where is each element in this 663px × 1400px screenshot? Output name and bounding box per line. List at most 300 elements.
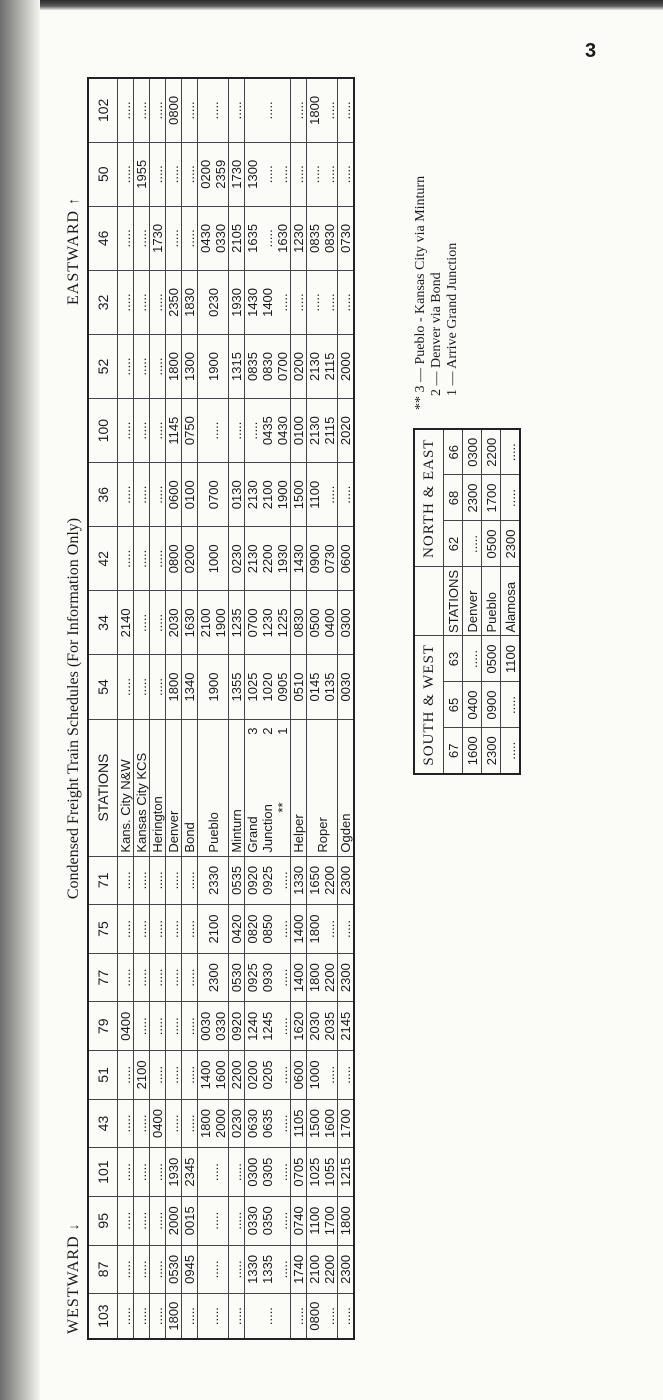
time-value: ..... [134, 1163, 149, 1182]
time-value: ..... [205, 421, 221, 440]
time-value: ..... [134, 421, 149, 440]
time-value: 0600 [291, 1060, 306, 1090]
time-value: ..... [150, 677, 165, 697]
time-cell [150, 1051, 166, 1100]
time-cell [338, 1002, 355, 1051]
time-value: ..... [322, 293, 337, 312]
time-value: ..... [166, 968, 181, 987]
time-cell [307, 1051, 338, 1100]
time-value: ..... [322, 485, 337, 504]
time-value: 2100 [307, 1254, 322, 1284]
time-cell [338, 905, 355, 954]
time-value: ..... [229, 1211, 244, 1230]
time-cell [150, 1245, 166, 1294]
time-cell [338, 1196, 355, 1245]
time-cell [229, 527, 245, 591]
time-cell [134, 334, 150, 398]
legend-line: ** 3 — Pueblo - Kansas City via Minturn [413, 175, 428, 410]
legend [413, 110, 461, 410]
time-cell: 2300 [482, 728, 501, 774]
time-value: ..... [338, 1065, 353, 1084]
time-value: 0430 [198, 223, 213, 253]
time-cell [166, 78, 182, 142]
time-value: 1500 [291, 480, 306, 510]
time-value: 1225 [275, 608, 290, 638]
train-number: 54 [88, 655, 118, 719]
time-cell [134, 142, 150, 206]
time-value: 0400 [322, 608, 337, 638]
time-cell [150, 1294, 166, 1339]
station-row [166, 78, 182, 1339]
time-value: 0700 [205, 480, 221, 510]
time-cell [166, 1245, 182, 1294]
station-name: Kansas City KCS [134, 719, 150, 856]
time-cell [166, 1294, 182, 1339]
time-cell [291, 399, 307, 463]
time-value: 1330 [245, 1254, 260, 1284]
time-value: ..... [205, 1163, 221, 1182]
time-value: ..... [291, 165, 306, 184]
time-value: ..... [150, 485, 165, 504]
time-value: ..... [322, 101, 337, 120]
station-row [118, 78, 134, 1339]
time-value: 2200 [229, 1060, 244, 1090]
station-name: Denver [463, 567, 482, 636]
time-value: ..... [275, 1114, 290, 1133]
station-name: Ogden [338, 719, 355, 856]
time-cell: 2300 [463, 475, 482, 521]
time-cell: ..... [501, 682, 521, 728]
time-cell [198, 78, 229, 142]
time-cell [166, 1051, 182, 1100]
time-value: 0500 [307, 608, 322, 638]
time-cell [229, 1196, 245, 1245]
time-value: 0925 [245, 963, 260, 993]
time-value: 1300 [182, 352, 197, 381]
train-number: 51 [88, 1051, 118, 1100]
train-number: 95 [88, 1196, 118, 1245]
time-value: 2200 [322, 865, 337, 895]
time-value: 2000 [338, 352, 353, 381]
time-value: 2100 [260, 480, 275, 510]
time-cell [338, 1099, 355, 1148]
time-value: ..... [338, 1307, 353, 1326]
station-name: Minturn [229, 719, 245, 856]
time-value: ..... [275, 919, 290, 939]
time-value: 0900 [307, 544, 322, 574]
time-cell [198, 206, 229, 270]
time-cell [229, 905, 245, 954]
time-cell [118, 78, 134, 142]
time-value: ..... [118, 919, 133, 939]
time-cell [134, 399, 150, 463]
time-value: 0200 [291, 352, 306, 381]
time-cell [150, 270, 166, 334]
time-value: 0835 [307, 223, 322, 253]
time-cell [182, 78, 198, 142]
time-cell [166, 1099, 182, 1148]
time-value: ..... [275, 293, 290, 312]
time-cell [166, 1002, 182, 1051]
time-value: 1430 [245, 287, 260, 317]
time-cell [229, 655, 245, 719]
time-cell [245, 856, 291, 905]
time-value: ..... [118, 1260, 133, 1279]
time-cell [307, 655, 338, 719]
time-cell [150, 527, 166, 591]
time-value: 1930 [275, 544, 290, 574]
time-value: 1600 [213, 1060, 228, 1090]
time-value: 0200 [198, 159, 213, 189]
time-cell [182, 142, 198, 206]
legend-line: 2 — Denver via Bond [429, 272, 444, 396]
train-number: 66 [444, 429, 463, 475]
time-cell [150, 1196, 166, 1245]
time-value: 1650 [307, 865, 322, 895]
time-cell [338, 206, 355, 270]
time-value: ..... [307, 293, 322, 312]
time-value: 0830 [291, 608, 306, 638]
station-name: Pueblo [482, 567, 501, 636]
time-cell: 0900 [482, 682, 501, 728]
time-value: 1740 [291, 1254, 306, 1284]
time-cell: 0400 [463, 682, 482, 728]
time-cell [245, 1051, 291, 1100]
time-cell [338, 856, 355, 905]
time-cell: 0500 [482, 521, 501, 567]
time-cell [134, 1245, 150, 1294]
time-value: 0800 [166, 544, 181, 574]
time-value: 2100 [134, 1060, 149, 1090]
time-value: 0930 [260, 963, 275, 993]
time-value: ..... [134, 293, 149, 312]
time-cell [291, 655, 307, 719]
time-value: ..... [166, 871, 181, 890]
station-row [482, 429, 501, 774]
time-value: ..... [166, 165, 181, 184]
train-number: 87 [88, 1245, 118, 1294]
time-cell [182, 655, 198, 719]
time-cell [245, 905, 291, 954]
time-value: 0030 [338, 672, 353, 702]
time-value: ..... [150, 968, 165, 987]
time-value: 0200 [182, 544, 197, 574]
time-value: 2200 [322, 1254, 337, 1284]
time-cell [166, 1148, 182, 1197]
time-cell [198, 1294, 229, 1339]
time-cell [134, 1002, 150, 1051]
time-value: 0635 [260, 1109, 275, 1138]
time-cell [166, 655, 182, 719]
time-value: ..... [338, 101, 353, 120]
eastward-text: EASTWARD [65, 209, 82, 305]
time-value: 1400 [198, 1060, 213, 1090]
time-cell [229, 1294, 245, 1339]
time-value: ..... [291, 1307, 306, 1326]
time-value: 2300 [338, 865, 353, 895]
time-value: ..... [134, 1211, 149, 1230]
time-value: ..... [166, 229, 181, 248]
time-value: 1000 [307, 1060, 322, 1090]
time-value: ..... [118, 549, 133, 568]
train-number: 42 [88, 527, 118, 591]
time-cell [291, 1002, 307, 1051]
time-cell [198, 399, 229, 463]
time-cell [245, 334, 291, 398]
time-cell [307, 142, 338, 206]
time-cell [150, 591, 166, 655]
legend-line: 1 — Arrive Grand Junction [445, 242, 460, 396]
train-number: 71 [88, 856, 118, 905]
time-value: ..... [150, 1211, 165, 1230]
time-value: ..... [118, 293, 133, 312]
time-cell [150, 463, 166, 527]
station-name: Bond [182, 719, 198, 856]
time-cell [198, 905, 229, 954]
time-cell [150, 953, 166, 1002]
north-east-heading: NORTH & EAST [414, 429, 444, 567]
station-line [245, 720, 260, 853]
train-number: 103 [88, 1294, 118, 1339]
time-value: 2200 [260, 544, 275, 574]
train-number: 102 [88, 78, 118, 142]
time-cell [307, 206, 338, 270]
time-value: ..... [150, 1307, 165, 1326]
time-cell [307, 1002, 338, 1051]
time-value: ..... [322, 1307, 337, 1326]
time-value: 1025 [307, 1157, 322, 1187]
time-value: ..... [260, 165, 275, 184]
station-row [229, 78, 245, 1339]
rotated-schedule-block [63, 77, 518, 1340]
time-value: 0600 [166, 480, 181, 510]
time-value: 1000 [205, 544, 221, 574]
time-value: 1055 [322, 1157, 337, 1187]
time-cell [198, 527, 229, 591]
time-cell [229, 78, 245, 142]
time-value: ..... [275, 1163, 290, 1182]
train-number: 34 [88, 591, 118, 655]
time-value: ..... [118, 357, 133, 376]
time-value: ..... [118, 677, 133, 697]
time-value: 0535 [229, 865, 244, 895]
time-cell [118, 1099, 134, 1148]
time-value: ..... [166, 1114, 181, 1133]
time-cell [338, 78, 355, 142]
time-value: 1215 [338, 1157, 353, 1187]
time-value: 2140 [118, 608, 133, 638]
time-value: 1235 [229, 608, 244, 638]
time-value: ..... [205, 1211, 221, 1230]
time-value: ..... [205, 1307, 221, 1326]
time-value: ..... [182, 968, 197, 987]
time-cell [118, 463, 134, 527]
time-cell: ..... [463, 521, 482, 567]
time-value: ..... [182, 1307, 197, 1326]
time-cell [182, 1051, 198, 1100]
time-value: ..... [205, 1260, 221, 1279]
time-value: 1800 [307, 914, 322, 944]
time-cell [182, 399, 198, 463]
time-value: 0530 [229, 963, 244, 993]
time-value: 1800 [307, 95, 322, 125]
time-value: ..... [150, 293, 165, 312]
time-value: 1400 [291, 914, 306, 944]
time-value: ..... [291, 293, 306, 312]
time-cell [182, 527, 198, 591]
time-cell [150, 334, 166, 398]
time-cell [166, 463, 182, 527]
time-value: ..... [338, 165, 353, 184]
time-value: ..... [182, 919, 197, 939]
time-cell [166, 905, 182, 954]
time-cell [118, 1245, 134, 1294]
time-cell [118, 1051, 134, 1100]
time-value: 1145 [166, 416, 181, 445]
station-text: ** [275, 802, 290, 813]
time-cell [150, 1099, 166, 1148]
time-value: 1315 [229, 352, 244, 381]
time-value: 2020 [338, 416, 353, 446]
time-value: ..... [205, 101, 221, 120]
time-value: 0330 [245, 1206, 260, 1236]
time-cell [291, 1148, 307, 1197]
time-cell: ..... [501, 429, 521, 475]
freight-schedule-table [87, 77, 355, 1340]
time-value: 0145 [307, 672, 322, 702]
time-value: 2030 [307, 1011, 322, 1041]
time-value: ..... [275, 165, 290, 184]
time-value: 2300 [338, 1254, 353, 1284]
time-cell [291, 905, 307, 954]
station-name: Herington [150, 719, 166, 856]
time-cell [134, 856, 150, 905]
time-value: 2359 [213, 159, 228, 189]
time-value: ..... [134, 871, 149, 890]
station-row [150, 78, 166, 1339]
train-number: 52 [88, 334, 118, 398]
time-value: ..... [182, 165, 197, 184]
book-binding-shadow [0, 0, 40, 1400]
time-cell [307, 1294, 338, 1339]
time-value: 1930 [166, 1157, 181, 1187]
time-value: ..... [166, 1065, 181, 1084]
time-cell: 0500 [482, 636, 501, 682]
time-value: ..... [118, 101, 133, 120]
time-value: 2130 [307, 416, 322, 446]
time-value: ..... [275, 1211, 290, 1230]
station-row [501, 429, 521, 774]
time-cell [166, 527, 182, 591]
time-value: 0800 [307, 1301, 322, 1331]
time-cell [118, 334, 134, 398]
time-value: ..... [275, 1017, 290, 1036]
time-cell [245, 1002, 291, 1051]
time-value: 1020 [260, 672, 275, 702]
time-value: ..... [118, 871, 133, 890]
time-value: 0100 [182, 480, 197, 510]
time-cell [338, 527, 355, 591]
time-value: 1620 [291, 1011, 306, 1041]
time-cell [307, 78, 338, 142]
time-value: 1430 [291, 544, 306, 574]
time-value: ..... [150, 871, 165, 890]
time-cell [118, 1294, 134, 1339]
train-number: 100 [88, 399, 118, 463]
time-value: 2130 [307, 352, 322, 381]
time-cell [150, 905, 166, 954]
time-cell [245, 78, 291, 142]
time-cell: 1700 [482, 475, 501, 521]
time-cell: 2200 [482, 429, 501, 475]
time-value: ..... [182, 1017, 197, 1036]
time-value: 0820 [245, 914, 260, 944]
time-value: 0740 [291, 1206, 306, 1236]
time-value: 1630 [275, 223, 290, 253]
time-cell [182, 1099, 198, 1148]
time-value: 1800 [307, 963, 322, 993]
time-cell [338, 655, 355, 719]
time-cell [198, 1099, 229, 1148]
time-value: 0750 [182, 416, 197, 446]
time-value: 2300 [205, 963, 221, 993]
time-value: 1500 [307, 1109, 322, 1138]
time-value: 2100 [205, 914, 221, 944]
time-cell [338, 1148, 355, 1197]
time-cell [245, 591, 291, 655]
time-cell [229, 856, 245, 905]
time-value: 1900 [213, 608, 228, 638]
time-cell [307, 856, 338, 905]
time-value: 0430 [275, 416, 290, 446]
time-cell [198, 1051, 229, 1100]
time-cell [338, 142, 355, 206]
time-value: 0925 [260, 865, 275, 895]
time-cell [229, 1002, 245, 1051]
time-value: 0835 [245, 352, 260, 381]
time-value: ..... [275, 1065, 290, 1084]
station-name: Kans. City N&W [118, 719, 134, 856]
time-cell [118, 905, 134, 954]
time-value: ..... [182, 871, 197, 890]
time-cell [118, 270, 134, 334]
train-number: 79 [88, 1002, 118, 1051]
time-cell [338, 334, 355, 398]
time-value: 0350 [260, 1206, 275, 1236]
time-cell [182, 953, 198, 1002]
time-cell [229, 463, 245, 527]
time-value: ..... [134, 613, 149, 632]
time-value: ..... [291, 101, 306, 120]
time-value: ..... [134, 1114, 149, 1133]
time-cell [134, 1294, 150, 1339]
time-cell [166, 856, 182, 905]
time-cell [307, 399, 338, 463]
time-cell [198, 1148, 229, 1197]
station-row [245, 78, 291, 1339]
time-cell [229, 953, 245, 1002]
time-cell [307, 334, 338, 398]
time-cell [118, 953, 134, 1002]
station-name: Helper [291, 719, 307, 856]
time-value: 0135 [322, 672, 337, 702]
westward-text: WESTWARD [65, 1235, 82, 1334]
time-cell [118, 399, 134, 463]
train-number: 67 [444, 728, 463, 774]
time-value: 1100 [307, 1206, 322, 1235]
time-value: ..... [166, 1017, 181, 1036]
time-cell [307, 953, 338, 1002]
